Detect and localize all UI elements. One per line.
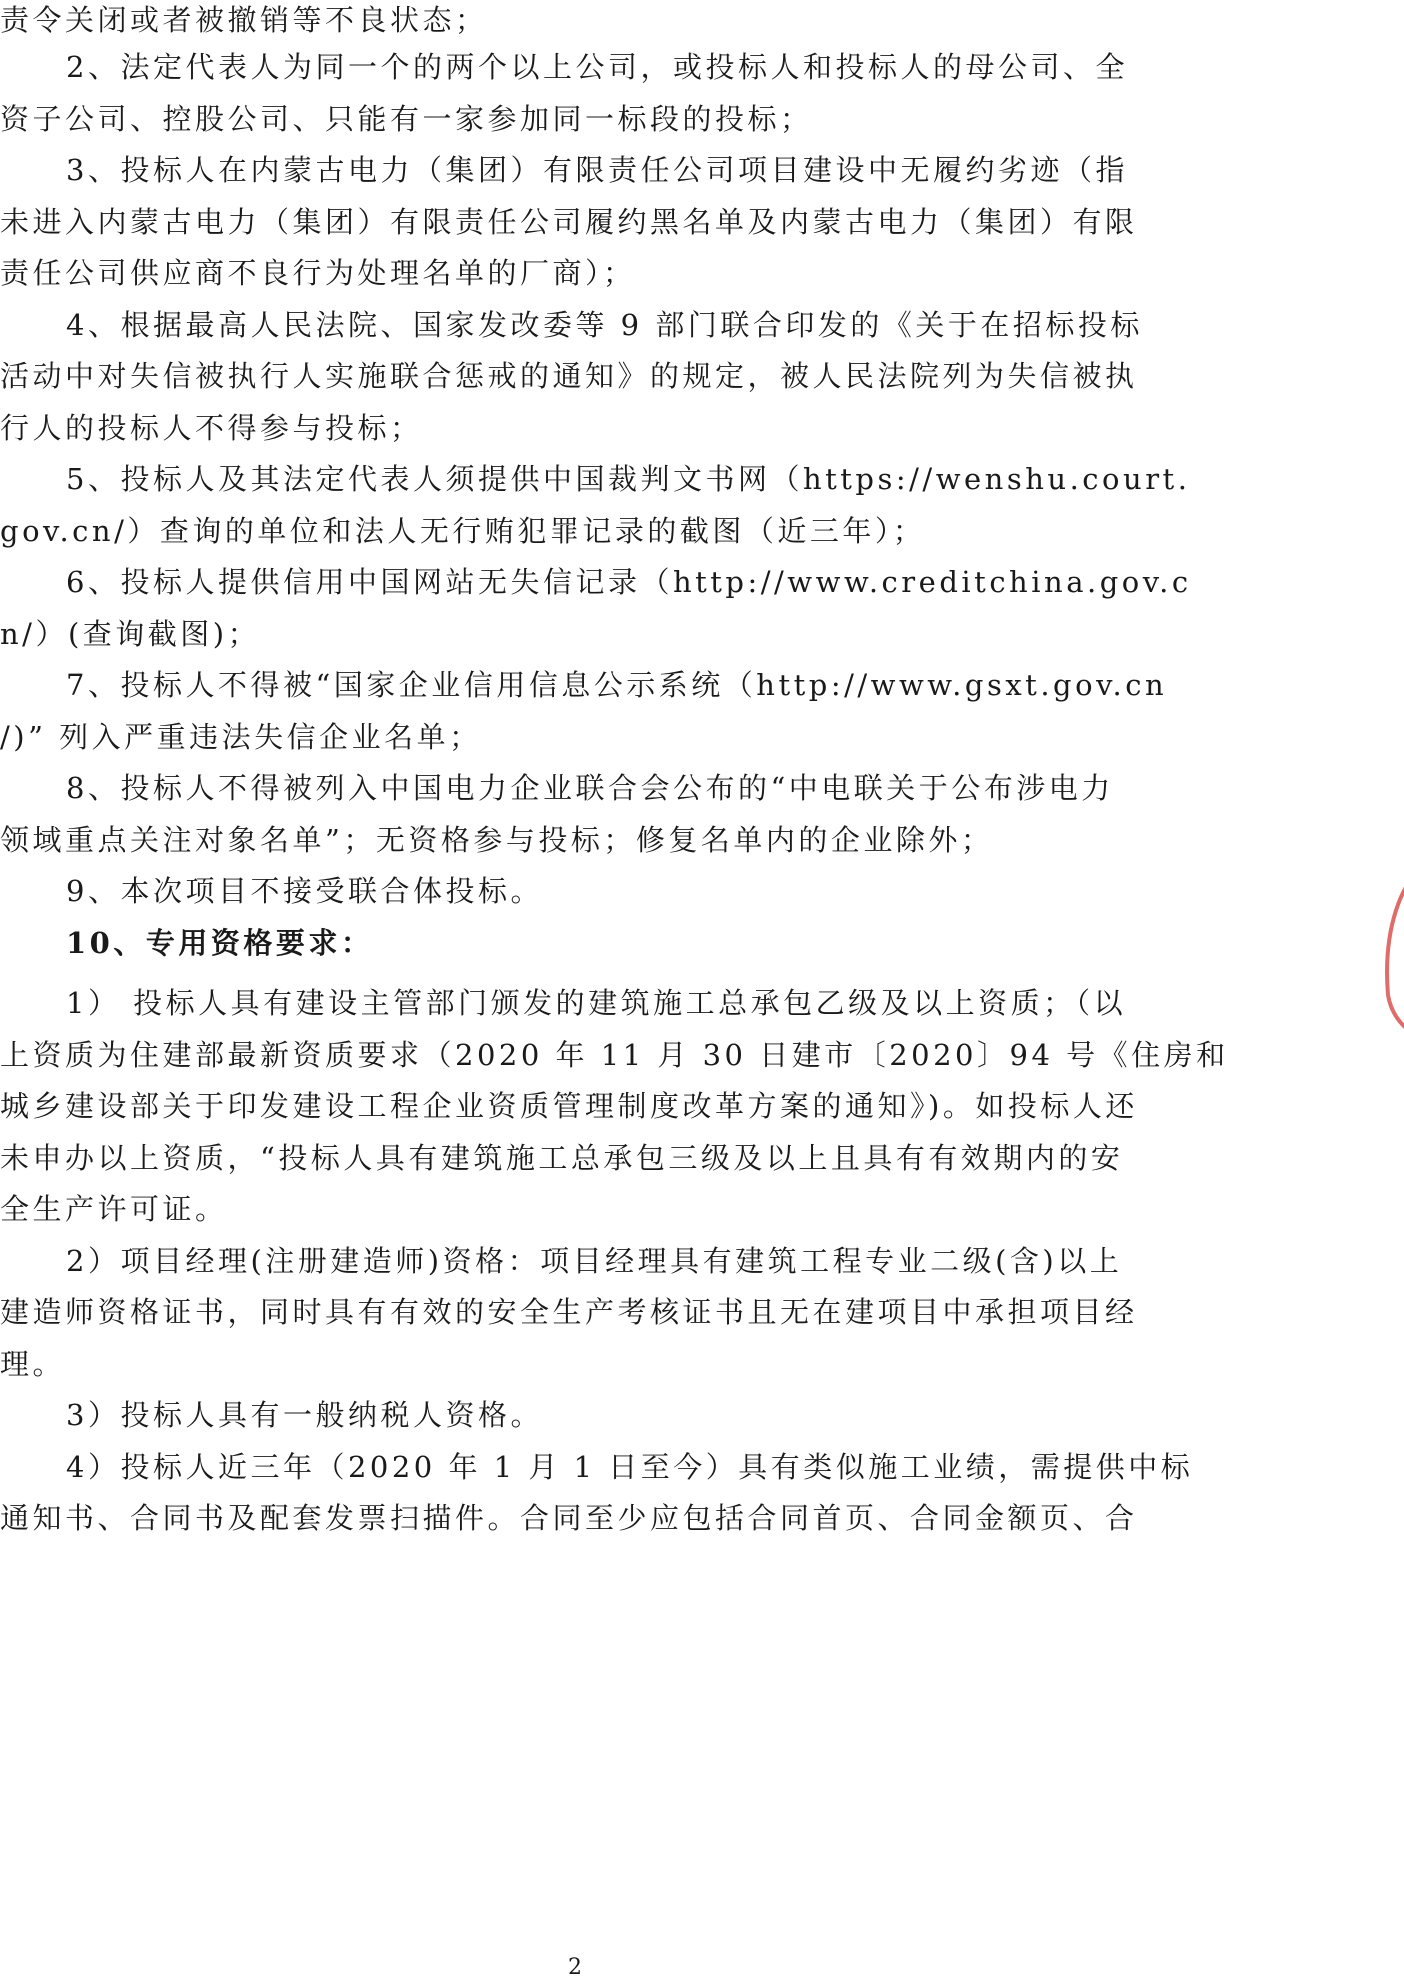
text-line: 未申办以上资质，“投标人具有建筑施工总承包三级及以上且具有有效期内的安 — [0, 1141, 1124, 1175]
text-line: 2、法定代表人为同一个的两个以上公司，或投标人和投标人的母公司、全 — [66, 50, 1128, 84]
text-line: 建造师资格证书，同时具有有效的安全生产考核证书且无在建项目中承担项目经 — [0, 1295, 1138, 1329]
text-line: 资子公司、控股公司、只能有一家参加同一标段的投标； — [0, 102, 813, 136]
text-line: 4、根据最高人民法院、国家发改委等 9 部门联合印发的《关于在招标投标 — [66, 308, 1143, 342]
text-line: 9、本次项目不接受联合体投标。 — [66, 874, 543, 908]
text-line: 4）投标人近三年（2020 年 1 月 1 日至今）具有类似施工业绩，需提供中标 — [66, 1450, 1194, 1484]
text-line: 2）项目经理(注册建造师)资格：项目经理具有建筑工程专业二级(含)以上 — [66, 1244, 1123, 1278]
text-line: 3、投标人在内蒙古电力（集团）有限责任公司项目建设中无履约劣迹（指 — [66, 153, 1128, 187]
text-line: 3）投标人具有一般纳税人资格。 — [66, 1398, 543, 1432]
text-line: 通知书、合同书及配套发票扫描件。合同至少应包括合同首页、合同金额页、合 — [0, 1501, 1138, 1535]
section-heading: 10、专用资格要求： — [66, 926, 374, 960]
text-line: 城乡建设部关于印发建设工程企业资质管理制度改革方案的通知》)。如投标人还 — [0, 1089, 1138, 1123]
text-line: gov.cn/）查询的单位和法人无行贿犯罪记录的截图（近三年）； — [0, 514, 926, 548]
text-line: 责任公司供应商不良行为处理名单的厂商）； — [0, 256, 636, 290]
text-line: 活动中对失信被执行人实施联合惩戒的通知》的规定，被人民法院列为失信被执 — [0, 359, 1138, 393]
text-line: 5、投标人及其法定代表人须提供中国裁判文书网（https://wenshu.court. — [66, 462, 1191, 496]
red-seal-icon — [1378, 835, 1404, 1055]
text-line: 领域重点关注对象名单”；无资格参与投标；修复名单内的企业除外； — [0, 823, 994, 857]
text-line: 理。 — [0, 1347, 66, 1381]
text-line: 上资质为住建部最新资质要求（2020 年 11 月 30 日建市〔2020〕94 号《住房和 — [0, 1038, 1229, 1072]
text-line: 行人的投标人不得参与投标； — [0, 411, 423, 445]
text-line: 7、投标人不得被“国家企业信用信息公示系统（http://www.gsxt.gov.cn — [66, 668, 1168, 702]
text-line: 全生产许可证。 — [0, 1192, 228, 1226]
text-line: 未进入内蒙古电力（集团）有限责任公司履约黑名单及内蒙古电力（集团）有限 — [0, 205, 1138, 239]
page-number: 2 — [568, 1955, 582, 1980]
text-line: 责令关闭或者被撤销等不良状态； — [0, 3, 488, 37]
text-line: /)” 列入严重违法失信企业名单； — [0, 720, 482, 754]
text-line: 6、投标人提供信用中国网站无失信记录（http://www.creditchina.gov.c — [66, 565, 1192, 599]
text-line: 8、投标人不得被列入中国电力企业联合会公布的“中电联关于公布涉电力 — [66, 771, 1114, 805]
text-line: 1） 投标人具有建设主管部门颁发的建筑施工总承包乙级及以上资质；（以 — [66, 986, 1127, 1020]
text-line: n/）(查询截图)； — [0, 617, 261, 651]
